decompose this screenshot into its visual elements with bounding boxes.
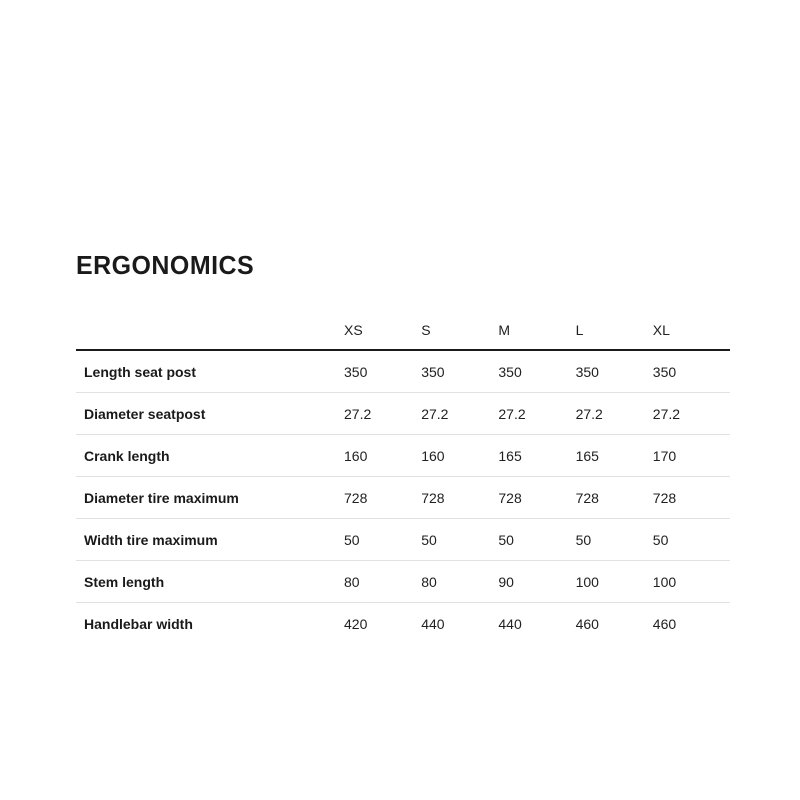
cell-value: 50	[498, 531, 514, 548]
table-row-diameter-tire-maximum	[76, 477, 730, 519]
cell-value: 350	[421, 363, 445, 380]
ergonomics-table	[76, 315, 730, 644]
cell-value: 350	[575, 363, 599, 380]
row-label: Width tire maximum	[84, 531, 218, 548]
table-row-diameter-seatpost	[76, 393, 730, 435]
cell-value: 728	[498, 489, 522, 506]
cell-value: 100	[652, 573, 677, 590]
cell-value: 27.2	[421, 405, 449, 422]
column-header-xl: XL	[652, 322, 670, 338]
cell-value: 50	[421, 531, 437, 548]
cell-value: 100	[575, 573, 599, 590]
cell-value: 27.2	[652, 405, 681, 422]
row-label: Crank length	[84, 447, 170, 464]
header-spacer	[76, 330, 344, 334]
cell-value: 165	[498, 447, 522, 464]
table-row-width-tire-maximum	[76, 519, 730, 561]
cell-value: 728	[344, 489, 368, 506]
table-row-handlebar-width	[76, 603, 730, 644]
cell-value: 50	[344, 531, 360, 548]
cell-value: 440	[421, 615, 445, 632]
cell-value: 165	[575, 447, 599, 464]
table-row-length-seat-post	[76, 351, 730, 393]
cell-value: 350	[498, 363, 522, 380]
cell-value: 170	[652, 447, 677, 464]
cell-value: 27.2	[575, 405, 603, 422]
row-label: Diameter seatpost	[84, 405, 206, 422]
table-body	[76, 351, 730, 644]
table-row-crank-length	[76, 435, 730, 477]
cell-value: 27.2	[344, 405, 372, 422]
cell-value: 350	[652, 363, 677, 380]
row-label: Handlebar width	[84, 615, 193, 632]
table-row-stem-length	[76, 561, 730, 603]
cell-value: 728	[421, 489, 445, 506]
column-header-m: M	[498, 322, 511, 338]
cell-value: 350	[344, 363, 368, 380]
cell-value: 50	[575, 531, 592, 548]
cell-value: 50	[652, 531, 669, 548]
column-header-xs: XS	[344, 322, 363, 338]
cell-value: 90	[498, 573, 514, 590]
cell-value: 80	[421, 573, 437, 590]
cell-value: 420	[344, 615, 368, 632]
cell-value: 27.2	[498, 405, 526, 422]
cell-value: 728	[652, 489, 677, 506]
table-header-row	[76, 315, 730, 351]
column-header-l: L	[575, 322, 584, 338]
cell-value: 80	[344, 573, 360, 590]
row-label: Length seat post	[84, 363, 197, 380]
cell-value: 728	[575, 489, 599, 506]
cell-value: 460	[575, 615, 599, 632]
cell-value: 160	[344, 447, 368, 464]
cell-value: 160	[421, 447, 445, 464]
row-label: Stem length	[84, 573, 165, 590]
ergonomics-section	[76, 250, 730, 644]
section-title: ERGONOMICS	[76, 250, 255, 280]
cell-value: 460	[652, 615, 677, 632]
cell-value: 440	[498, 615, 522, 632]
column-header-s: S	[421, 322, 431, 338]
row-label: Diameter tire maximum	[84, 489, 239, 506]
